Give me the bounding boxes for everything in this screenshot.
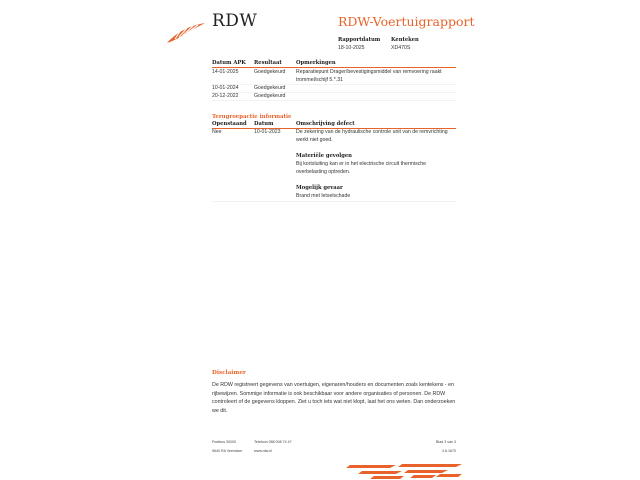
row-divider [212,84,456,85]
material-line-2: overbelasting optreden. [296,169,351,175]
rdw-feather-logo [165,22,207,44]
possible-danger-value: Brand met letselschade [296,193,351,199]
col-recall-date: Datum [254,121,274,127]
material-consequences-title: Materiële gevolgen [296,153,352,159]
report-date-value: 18-10-2025 [338,45,365,51]
disclaimer-line-3: controleert of de gegevens kloppen. Ziet u toch iets wat niet klopt, laat het ons weten. Dan onderzoeken [212,399,456,406]
possible-danger-title: Mogelijk gevaar [296,185,343,191]
plate-value: XD470S [391,45,411,51]
recall-defect-line-1: De zekering van de hydraulische controle unit van de remvrichting [296,129,448,135]
plate-label: Kenteken [391,37,419,43]
recall-date-value: 10-01-2023 [254,129,281,135]
disclaimer-line-2: rijbewijzen. Sommige informatie is ook beschikbaar voor andere organisaties of personen. De RDW [212,390,446,397]
footer-page-number: Blad 3 van 3 [436,440,456,444]
recall-section-title: Terugroepactie informatie [212,114,292,120]
recall-defect-line-2: werkt niet goed. [296,137,333,143]
brand-name: RDW [212,11,258,31]
apk-row-3-result: Goedgekeurd [254,93,286,99]
material-line-1: Bij kortsluiting kan er in het electrische circuit thermische [296,161,427,167]
report-date-label: Rapportdatum [338,37,381,43]
footer-phone: Telefoon 088 008 74 47 [254,440,292,444]
footer-website[interactable]: www.rdw.nl [254,449,272,453]
apk-row-1-result: Goedgekeurd [254,69,286,75]
col-apk-date: Datum APK [212,60,246,66]
row-divider [212,100,456,101]
col-recall-open: Openstaand [212,121,247,127]
footer-postbox: Postbus 30000 [212,440,236,444]
recall-open-value: Nee [212,129,222,135]
footer-city: 9640 RA Veendam [212,449,242,453]
disclaimer-line-1: De RDW registreert gegevens van voertuigen, eigenaren/houders en documenten zoals kentekens - en [212,382,455,388]
disclaimer-line-4: we dit. [212,407,228,414]
col-apk-result: Resultaat [254,60,282,66]
apk-row-2-date: 10-01-2024 [212,85,239,91]
row-divider [212,201,456,202]
apk-row-1-remark-line-2: trommel/schijf 5.*.31 [296,77,343,83]
col-apk-remarks: Opmerkingen [296,60,336,66]
apk-row-1-date: 14-01-2025 [212,69,239,75]
footer-version: 3.6.1670 [442,449,456,453]
disclaimer-title: Disclaimer [212,370,246,376]
orange-stripes-graphic [344,463,464,480]
row-divider [212,92,456,93]
report-title: RDW-Voertuigrapport [338,14,475,29]
apk-row-1-remark-line-1: Reparatiepunt Drager/bevestigingsmiddel van remvoering raakt [296,69,442,75]
col-recall-defect: Omschrijving defect [296,121,355,127]
apk-row-3-date: 20-12-2022 [212,93,239,99]
apk-row-2-result: Goedgekeurd [254,85,286,91]
